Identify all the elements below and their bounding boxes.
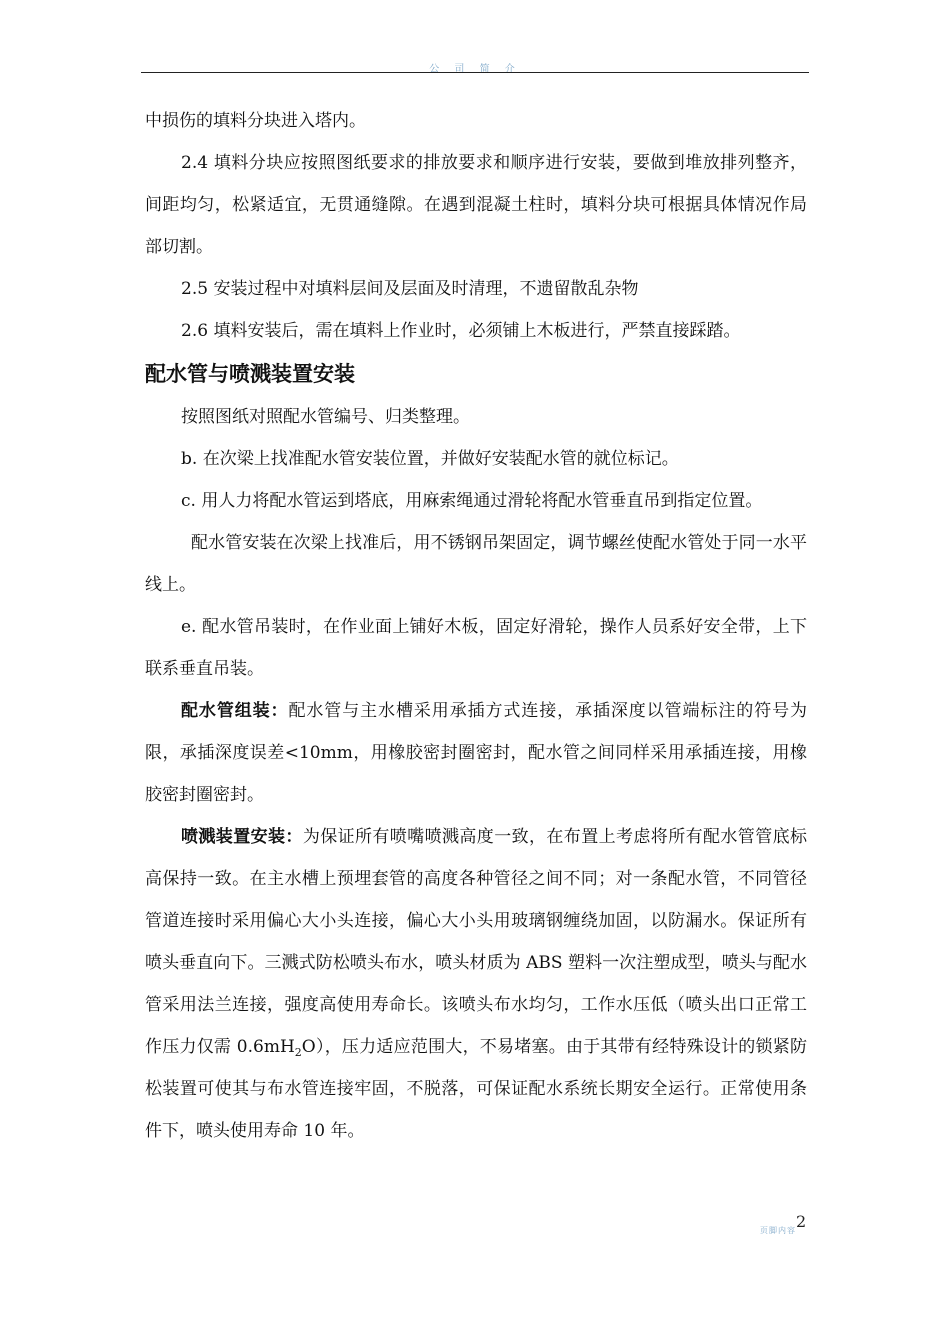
paragraph: 配水管安装在次梁上找准后，用不锈钢吊架固定，调节螺丝使配水管处于同一水平线上。 (145, 533, 807, 595)
paragraph: b. 在次梁上找准配水管安装位置，并做好安装配水管的就位标记。 (181, 449, 679, 469)
paragraph: 2.4 填料分块应按照图纸要求的排放要求和顺序进行安装，要做到堆放排列整齐，间距均匀，松紧适宜，无贯通缝隙。在遇到混凝土柱时，填料分块可根据具体情况作局部切割。 (145, 153, 807, 257)
bold-label: 配水管组装： (181, 701, 289, 721)
page-number: 2 (796, 1212, 807, 1231)
paragraph (145, 816, 807, 1152)
page-footer (760, 1212, 807, 1237)
paragraph: c. 用人力将配水管运到塔底，用麻索绳通过滑轮将配水管垂直吊到指定位置。 (181, 491, 763, 511)
header-divider (141, 72, 809, 73)
section-heading: 配水管与喷溅装置安装 (145, 362, 355, 386)
paragraph-text: O），压力适应范围大，不易堵塞。由于其带有经特殊设计的锁紧防松装置可使其与布水管连接牢固，不脱落，可保证配水系统长期安全运行。正常使用条件下，喷头使用寿命 10 年。 (145, 1037, 808, 1141)
paragraph: 按照图纸对照配水管编号、归类整理。 (181, 407, 470, 427)
paragraph: 2.6 填料安装后，需在填料上作业时，必须铺上木板进行，严禁直接踩踏。 (181, 321, 741, 341)
document-body (145, 100, 807, 1152)
page-header-title: 公 司 简 介 (429, 64, 521, 75)
subscript: 2 (294, 1046, 302, 1059)
footer-label: 页脚内容 (760, 1226, 796, 1235)
paragraph: 2.5 安装过程中对填料层间及层面及时清理，不遗留散乱杂物 (181, 279, 639, 299)
paragraph (145, 690, 807, 816)
paragraph-text: 为保证所有喷嘴喷溅高度一致，在布置上考虑将所有配水管管底标高保持一致。在主水槽上预埋套管的高度各种管径之间不同；对一条配水管，不同管径管道连接时采用偏心大小头连接，偏心大小头用玻璃钢缠绕加固，以防漏水。保证所有喷头垂直向下。三溅式防松喷头布水，喷头材质为 ABS 塑料一次注塑成型，喷头与配水管采用法兰连接，强度高使用寿命长。该喷头布水均匀，工作水压低（喷头出口正常工作压力仅需 0.6mH (145, 827, 808, 1057)
bold-label: 喷溅装置安装： (181, 827, 303, 847)
paragraph-text: 配水管与主水槽采用承插方式连接，承插深度以管端标注的符号为限，承插深度误差<10mm，用橡胶密封圈密封，配水管之间同样采用承插连接，用橡胶密封圈密封。 (145, 701, 808, 805)
paragraph: e. 配水管吊装时，在作业面上铺好木板，固定好滑轮，操作人员系好安全带，上下联系垂直吊装。 (145, 617, 807, 679)
paragraph: 中损伤的填料分块进入塔内。 (145, 111, 366, 131)
